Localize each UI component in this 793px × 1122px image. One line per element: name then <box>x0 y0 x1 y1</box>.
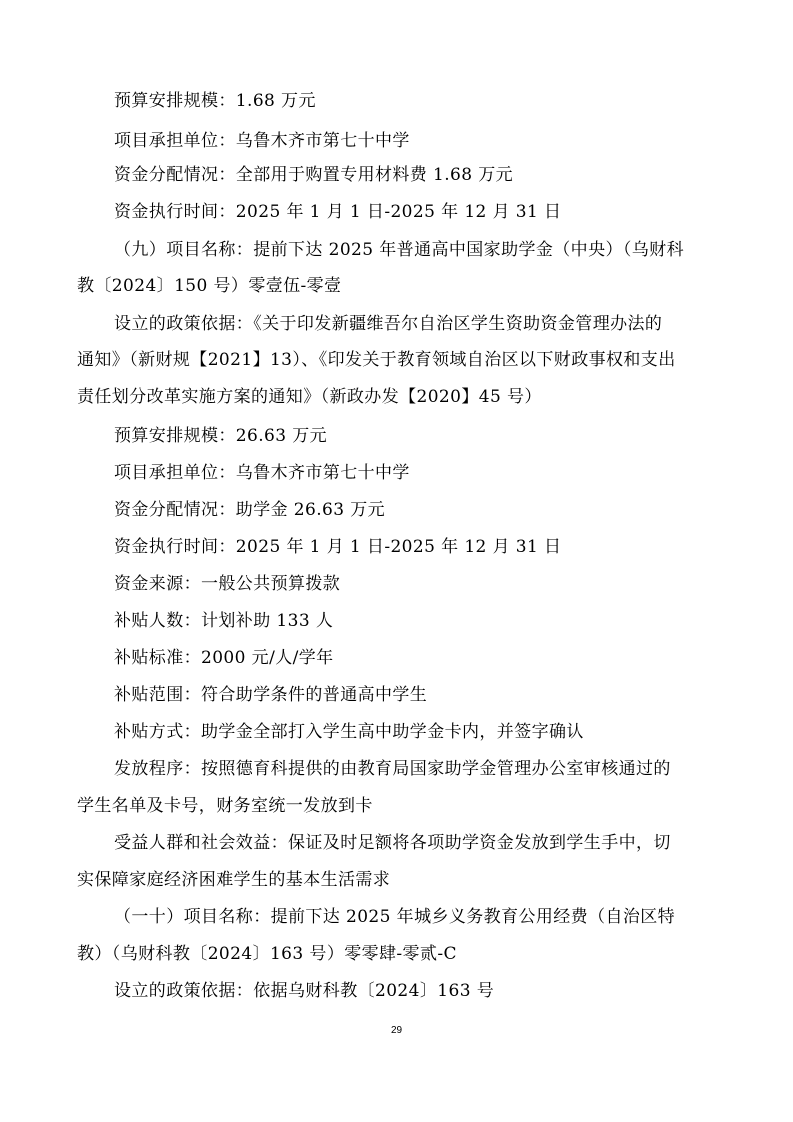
text-line: （九）项目名称：提前下达 2025 年普通高中国家助学金（中央）（乌财科 <box>114 240 684 260</box>
text-line: 资金分配情况：全部用于购置专用材料费 1.68 万元 <box>114 165 514 185</box>
text-line: 预算安排规模：1.68 万元 <box>114 91 316 111</box>
text-line: 设立的政策依据：《关于印发新疆维吾尔自治区学生资助资金管理办法的 <box>114 314 663 334</box>
text-line: 教）（乌财科教〔2024〕163 号）零零肆-零贰-C <box>77 944 457 964</box>
text-line: 补贴标准：2000 元/人/学年 <box>114 648 334 668</box>
text-line: 项目承担单位：乌鲁木齐市第七十中学 <box>114 131 410 151</box>
text-line: 责任划分改革实施方案的通知》（新政办发【2020】45 号） <box>77 387 542 407</box>
text-line: 项目承担单位：乌鲁木齐市第七十中学 <box>114 463 410 483</box>
text-line: 资金执行时间：2025 年 1 月 1 日-2025 年 12 月 31 日 <box>114 202 562 222</box>
text-line: 预算安排规模：26.63 万元 <box>114 426 328 446</box>
text-line: 发放程序：按照德育科提供的由教育局国家助学金管理办公室审核通过的 <box>114 759 671 779</box>
text-line: 教〔2024〕150 号）零壹伍-零壹 <box>77 276 342 296</box>
text-line: 资金执行时间：2025 年 1 月 1 日-2025 年 12 月 31 日 <box>114 537 562 557</box>
text-line: 受益人群和社会效益：保证及时足额将各项助学资金发放到学生手中，切 <box>114 833 671 853</box>
text-line: 补贴范围：符合助学条件的普通高中学生 <box>114 685 428 705</box>
text-line: 补贴方式：助学金全部打入学生高中助学金卡内，并签字确认 <box>114 722 584 742</box>
text-line: 实保障家庭经济困难学生的基本生活需求 <box>77 870 391 890</box>
text-line: 学生名单及卡号，财务室统一发放到卡 <box>77 796 373 816</box>
page-number: 29 <box>390 1025 403 1036</box>
text-line: 通知》（新财规【2021】13）、《印发关于教育领域自治区以下财政事权和支出 <box>77 350 676 370</box>
text-line: 资金来源：一般公共预算拨款 <box>114 574 341 594</box>
text-line: 补贴人数：计划补助 133 人 <box>114 611 334 631</box>
text-line: （一十）项目名称：提前下达 2025 年城乡义务教育公用经费（自治区特 <box>114 907 676 927</box>
text-line: 资金分配情况：助学金 26.63 万元 <box>114 500 386 520</box>
text-line: 设立的政策依据：依据乌财科教〔2024〕163 号 <box>114 981 495 1001</box>
